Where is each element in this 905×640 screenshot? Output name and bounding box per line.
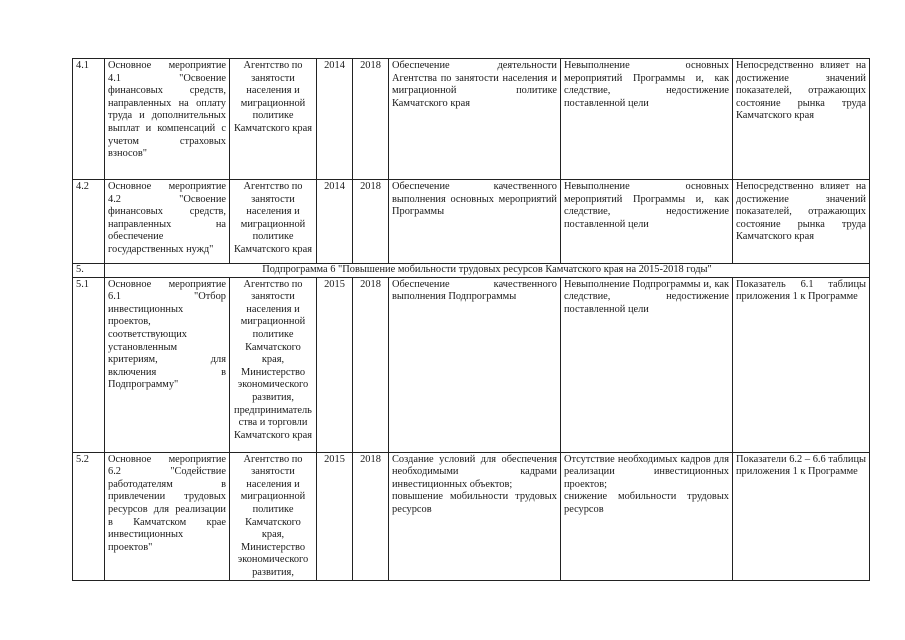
- end-year: 2018: [353, 180, 389, 264]
- measure-name: Основное мероприятие 6.2 "Содействие работодателям в привлечении трудовых ресурсов для реализации в Камчатском крае инвестиционных проектов": [105, 452, 230, 580]
- expected-result: Обеспечение качественного выполнения основных мероприятий Программы: [389, 180, 561, 264]
- indicator-link: Показатели 6.2 – 6.6 таблицы приложения 1 к Программе: [733, 452, 870, 580]
- subprogram-title: Подпрограмма 6 "Повышение мобильности трудовых ресурсов Камчатского края на 2015-2018 годы": [105, 264, 870, 278]
- row-number: 5.: [73, 264, 105, 278]
- indicator-link: Показатель 6.1 таблицы приложения 1 к Программе: [733, 277, 870, 452]
- measure-name: Основное мероприятие 4.2 "Освоение финансовых средств, направленных на обеспечение государственных нужд": [105, 180, 230, 264]
- non-fulfillment-consequence: Невыполнение Подпрограммы и, как следствие, недостижение поставленной цели: [561, 277, 733, 452]
- end-year: 2018: [353, 277, 389, 452]
- expected-result: Обеспечение деятельности Агентства по занятости населения и миграционной политике Камчатского края: [389, 59, 561, 180]
- expected-result-text: Создание условий для обеспечения необходимыми кадрами инвестиционных объектов; повышение мобильности трудовых ресурсов: [392, 453, 557, 515]
- start-year: 2015: [317, 452, 353, 580]
- table-row: [73, 452, 870, 580]
- indicator-link: Непосредственно влияет на достижение значений показателей, отражающих состояние рынка труда Камчатского края: [733, 180, 870, 264]
- expected-result: Обеспечение качественного выполнения Подпрограммы: [389, 277, 561, 452]
- executor: Агентство по занятости населения и миграционной политике Камчатского края, Министерство экономического развития,: [230, 452, 317, 580]
- start-year: 2015: [317, 277, 353, 452]
- non-fulfillment-consequence: Невыполнение основных мероприятий Программы и, как следствие, недостижение поставленной цели: [561, 59, 733, 180]
- start-year: 2014: [317, 59, 353, 180]
- consequence-text: Отсутствие необходимых кадров для реализации инвестиционных проектов; снижение мобильности трудовых ресурсов: [564, 453, 729, 515]
- measures-table: [72, 58, 870, 581]
- row-number: 4.1: [73, 59, 105, 180]
- indicator-link: Непосредственно влияет на достижение значений показателей, отражающих состояние рынка труда Камчатского края: [733, 59, 870, 180]
- subprogram-row: [73, 264, 870, 278]
- table-row: [73, 277, 870, 452]
- executor: Агентство по занятости населения и миграционной политике Камчатского края, Министерство экономического развития, предпринимательства и торговли Камчатского края: [230, 277, 317, 452]
- end-year: 2018: [353, 59, 389, 180]
- row-number: 5.1: [73, 277, 105, 452]
- measure-name: Основное мероприятие 6.1 "Отбор инвестиционных проектов, соответствующих установленным критериям, для включения в Подпрограмму": [105, 277, 230, 452]
- table-row: [73, 59, 870, 180]
- row-number: 4.2: [73, 180, 105, 264]
- measure-name: Основное мероприятие 4.1 "Освоение финансовых средств, направленных на оплату труда и дополнительных выплат и компенсаций с учетом страховых взносов": [105, 59, 230, 180]
- table-row: [73, 180, 870, 264]
- end-year: 2018: [353, 452, 389, 580]
- executor: Агентство по занятости населения и миграционной политике Камчатского края: [230, 180, 317, 264]
- expected-result: [389, 452, 561, 580]
- non-fulfillment-consequence: Невыполнение основных мероприятий Программы и, как следствие, недостижение поставленной цели: [561, 180, 733, 264]
- non-fulfillment-consequence: [561, 452, 733, 580]
- row-number: 5.2: [73, 452, 105, 580]
- executor: Агентство по занятости населения и миграционной политике Камчатского края: [230, 59, 317, 180]
- start-year: 2014: [317, 180, 353, 264]
